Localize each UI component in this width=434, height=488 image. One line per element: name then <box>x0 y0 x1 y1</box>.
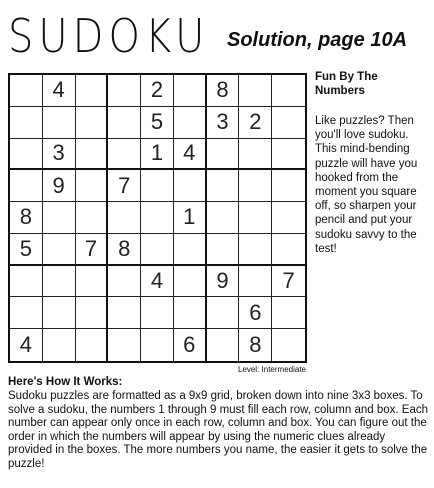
sudoku-cell[interactable] <box>272 202 305 234</box>
sudoku-cell[interactable] <box>272 170 305 202</box>
sudoku-cell[interactable]: 8 <box>239 329 272 361</box>
sudoku-cell[interactable] <box>272 329 305 361</box>
sudoku-logo: SUDOKU <box>8 10 210 64</box>
sudoku-cell[interactable] <box>272 234 305 266</box>
sudoku-cell[interactable] <box>239 170 272 202</box>
sudoku-cell[interactable] <box>108 107 141 139</box>
sudoku-cell[interactable] <box>141 297 174 329</box>
sudoku-cell[interactable] <box>141 170 174 202</box>
sudoku-cell[interactable] <box>207 202 240 234</box>
sudoku-cell[interactable]: 7 <box>272 266 305 298</box>
sudoku-cell[interactable]: 3 <box>43 139 76 171</box>
sudoku-cell[interactable]: 5 <box>10 234 43 266</box>
solution-reference: Solution, page 10A <box>227 29 408 51</box>
sudoku-cell[interactable]: 6 <box>174 329 207 361</box>
sudoku-cell[interactable] <box>272 139 305 171</box>
sudoku-cell[interactable] <box>108 202 141 234</box>
sudoku-cell[interactable]: 9 <box>207 266 240 298</box>
sudoku-cell[interactable] <box>10 107 43 139</box>
sudoku-cell[interactable] <box>43 107 76 139</box>
sudoku-cell[interactable] <box>207 297 240 329</box>
sudoku-cell[interactable]: 4 <box>10 329 43 361</box>
sudoku-cell[interactable] <box>207 329 240 361</box>
sudoku-cell[interactable] <box>10 75 43 107</box>
sudoku-cell[interactable] <box>108 139 141 171</box>
sudoku-cell[interactable]: 1 <box>174 202 207 234</box>
sudoku-cell[interactable] <box>239 202 272 234</box>
sudoku-cell[interactable]: 7 <box>108 170 141 202</box>
sudoku-cell[interactable] <box>207 139 240 171</box>
sudoku-cell[interactable] <box>174 266 207 298</box>
sudoku-cell[interactable]: 3 <box>207 107 240 139</box>
sudoku-cell[interactable] <box>207 170 240 202</box>
sudoku-cell[interactable] <box>207 234 240 266</box>
sidebar-body: Like puzzles? Then you'll love sudoku. This mind-bending puzzle will have you hooked from the moment you square off, so sharpen your pencil and put your sudoku savvy to the test! <box>315 115 418 255</box>
sudoku-cell[interactable] <box>239 139 272 171</box>
sudoku-cell[interactable] <box>239 75 272 107</box>
sudoku-cell[interactable] <box>10 170 43 202</box>
sudoku-cell[interactable] <box>108 297 141 329</box>
sudoku-cell[interactable] <box>272 297 305 329</box>
sudoku-cell[interactable] <box>76 75 109 107</box>
sudoku-cell[interactable] <box>76 329 109 361</box>
sudoku-cell[interactable]: 1 <box>141 139 174 171</box>
sudoku-cell[interactable] <box>239 266 272 298</box>
sudoku-cell[interactable] <box>272 75 305 107</box>
sudoku-cell[interactable]: 2 <box>239 107 272 139</box>
sudoku-cell[interactable] <box>108 266 141 298</box>
how-it-works-heading: Here's How It Works: <box>8 376 123 388</box>
sudoku-cell[interactable] <box>108 75 141 107</box>
sudoku-cell[interactable] <box>141 234 174 266</box>
difficulty-level: Level: Intermediate <box>237 365 306 374</box>
sudoku-cell[interactable] <box>174 234 207 266</box>
sudoku-cell[interactable] <box>10 266 43 298</box>
sudoku-cell[interactable] <box>174 75 207 107</box>
sudoku-cell[interactable] <box>108 329 141 361</box>
sudoku-cell[interactable] <box>174 107 207 139</box>
sudoku-cell[interactable]: 9 <box>43 170 76 202</box>
sudoku-cell[interactable] <box>76 107 109 139</box>
sudoku-cell[interactable]: 2 <box>141 75 174 107</box>
sudoku-cell[interactable]: 8 <box>10 202 43 234</box>
sudoku-cell[interactable]: 4 <box>141 266 174 298</box>
sudoku-cell[interactable] <box>141 202 174 234</box>
sudoku-cell[interactable] <box>43 202 76 234</box>
sudoku-cell[interactable] <box>43 329 76 361</box>
sudoku-cell[interactable]: 7 <box>76 234 109 266</box>
sudoku-cell[interactable] <box>239 234 272 266</box>
sudoku-cell[interactable] <box>76 266 109 298</box>
sudoku-cell[interactable]: 8 <box>207 75 240 107</box>
sudoku-cell[interactable] <box>76 202 109 234</box>
sudoku-cell[interactable] <box>43 297 76 329</box>
sudoku-cell[interactable]: 6 <box>239 297 272 329</box>
sudoku-cell[interactable] <box>141 329 174 361</box>
sudoku-cell[interactable]: 8 <box>108 234 141 266</box>
sudoku-cell[interactable] <box>76 297 109 329</box>
sudoku-cell[interactable] <box>272 107 305 139</box>
sidebar-title: Fun By The Numbers <box>315 71 378 97</box>
sudoku-cell[interactable] <box>76 139 109 171</box>
sudoku-cell[interactable] <box>43 266 76 298</box>
sudoku-grid <box>8 73 307 363</box>
sudoku-cell[interactable] <box>10 297 43 329</box>
sudoku-cell[interactable] <box>174 297 207 329</box>
sudoku-cell[interactable]: 4 <box>43 75 76 107</box>
sudoku-cell[interactable] <box>76 170 109 202</box>
sudoku-cell[interactable] <box>174 170 207 202</box>
sudoku-cell[interactable] <box>43 234 76 266</box>
how-it-works-body: Sudoku puzzles are formatted as a 9x9 grid, broken down into nine 3x3 boxes. To solve a sudoku, the numbers 1 through 9 must fill each row, column and box. Each number can appear only once in each row, column and box. You can figure out the order in which the numbers will appear by using the numeric clues already provided in the boxes. The more numbers you name, the easier it gets to solve the puzzle! <box>8 390 428 470</box>
sudoku-cell[interactable]: 5 <box>141 107 174 139</box>
sudoku-cell[interactable]: 4 <box>174 139 207 171</box>
sudoku-cell[interactable] <box>10 139 43 171</box>
